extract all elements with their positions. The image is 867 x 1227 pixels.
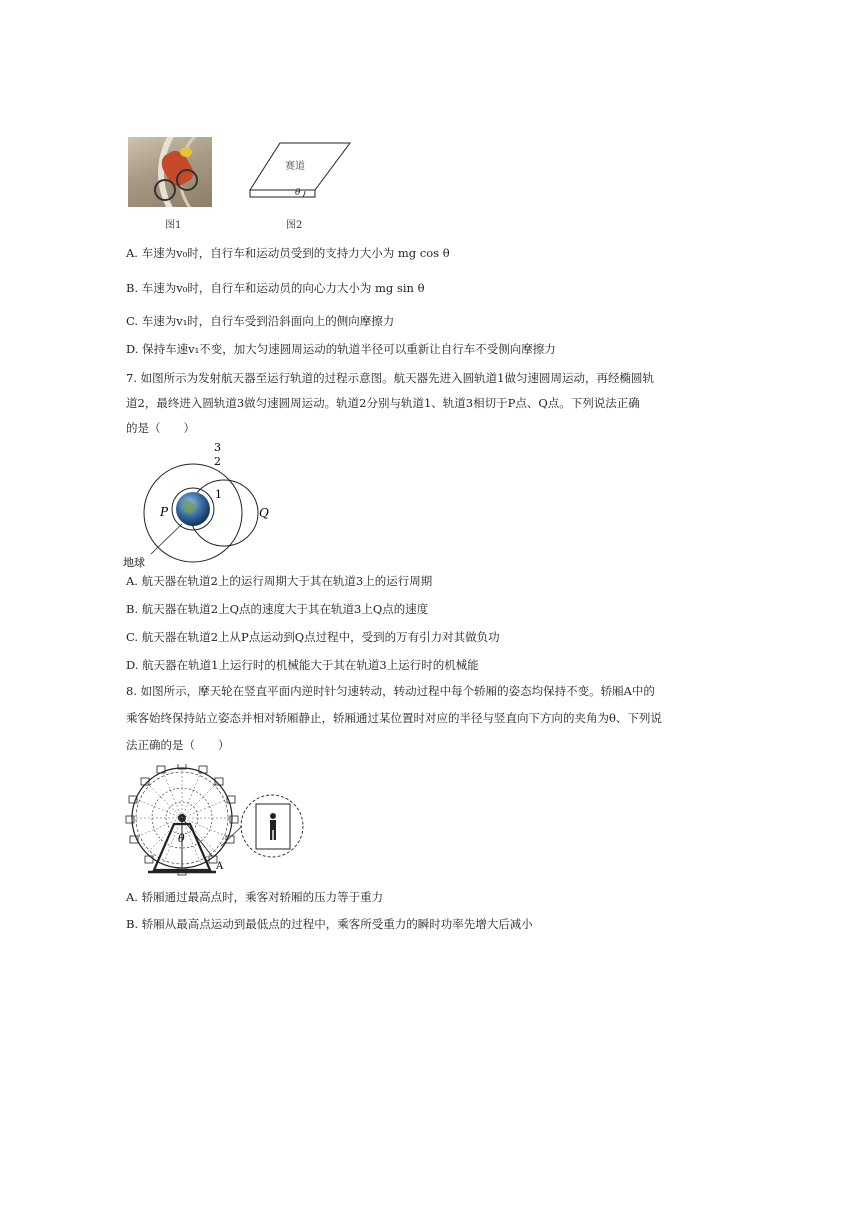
- orbit-1-label: 1: [215, 488, 222, 501]
- fig2-caption: 图2: [286, 220, 303, 231]
- point-q-label: Q: [259, 506, 269, 520]
- q7-stem-line-1: 7. 如图所示为发射航天器至运行轨道的过程示意图。航天器先进入圆轨道1做匀速圆周运动，再经椭圆轨: [126, 371, 654, 385]
- q8-stem-line-3: 法正确的是（ ）: [126, 738, 230, 752]
- q6-option-d: D. 保持车速v₁不变，加大匀速圆周运动的轨道半径可以重新让自行车不受侧向摩擦力: [126, 342, 556, 356]
- q7-stem-line-3: 的是（ ）: [126, 421, 195, 435]
- orbit-2-label: 2: [214, 455, 221, 468]
- q7-stem-line-2: 道2，最终进入圆轨道3做匀速圆周运动。轨道2分别与轨道1、轨道3相切于P点、Q点。下列说法正确: [126, 396, 640, 410]
- fig1-cyclist-photo: [128, 137, 212, 207]
- q6-option-a: A. 车速为v₀时，自行车和运动员受到的支持力大小为 mg cos θ: [126, 246, 450, 260]
- earth-label: 地球: [123, 556, 145, 569]
- point-p-label: P: [160, 505, 169, 519]
- fig2-track-diagram: [245, 135, 355, 205]
- q7-option-a: A. 航天器在轨道2上的运行周期大于其在轨道3上的运行周期: [126, 574, 433, 588]
- q7-orbit-diagram: [118, 436, 288, 571]
- q6-option-c: C. 车速为v₁时，自行车受到沿斜面向上的侧向摩擦力: [126, 314, 395, 328]
- gondola-a-label: A: [216, 861, 224, 872]
- fig2-track-label: 赛道: [285, 161, 305, 172]
- q7-option-c: C. 航天器在轨道2上从P点运动到Q点过程中，受到的万有引力对其做负功: [126, 630, 500, 644]
- q6-option-b: B. 车速为v₀时，自行车和运动员的向心力大小为 mg sin θ: [126, 281, 425, 295]
- q8-option-b: B. 轿厢从最高点运动到最低点的过程中，乘客所受重力的瞬时功率先增大后减小: [126, 917, 533, 931]
- fig1-caption: 图1: [165, 220, 182, 231]
- q8-ferris-wheel-diagram: [124, 764, 309, 876]
- q8-stem-line-1: 8. 如图所示，摩天轮在竖直平面内逆时针匀速转动，转动过程中每个轿厢的姿态均保持不变。轿厢A中的: [126, 684, 655, 698]
- q8-stem-line-2: 乘客始终保持站立姿态并相对轿厢静止，轿厢通过某位置时对应的半径与竖直向下方向的夹角为θ、下列说: [126, 711, 662, 725]
- q8-option-a: A. 轿厢通过最高点时，乘客对轿厢的压力等于重力: [126, 890, 384, 904]
- q7-option-d: D. 航天器在轨道1上运行时的机械能大于其在轨道3上运行时的机械能: [126, 658, 479, 672]
- fig2-angle-label: θ: [295, 188, 301, 198]
- theta-label: θ: [178, 832, 185, 845]
- q7-option-b: B. 航天器在轨道2上Q点的速度大于其在轨道3上Q点的速度: [126, 602, 429, 616]
- orbit-3-label: 3: [214, 441, 221, 454]
